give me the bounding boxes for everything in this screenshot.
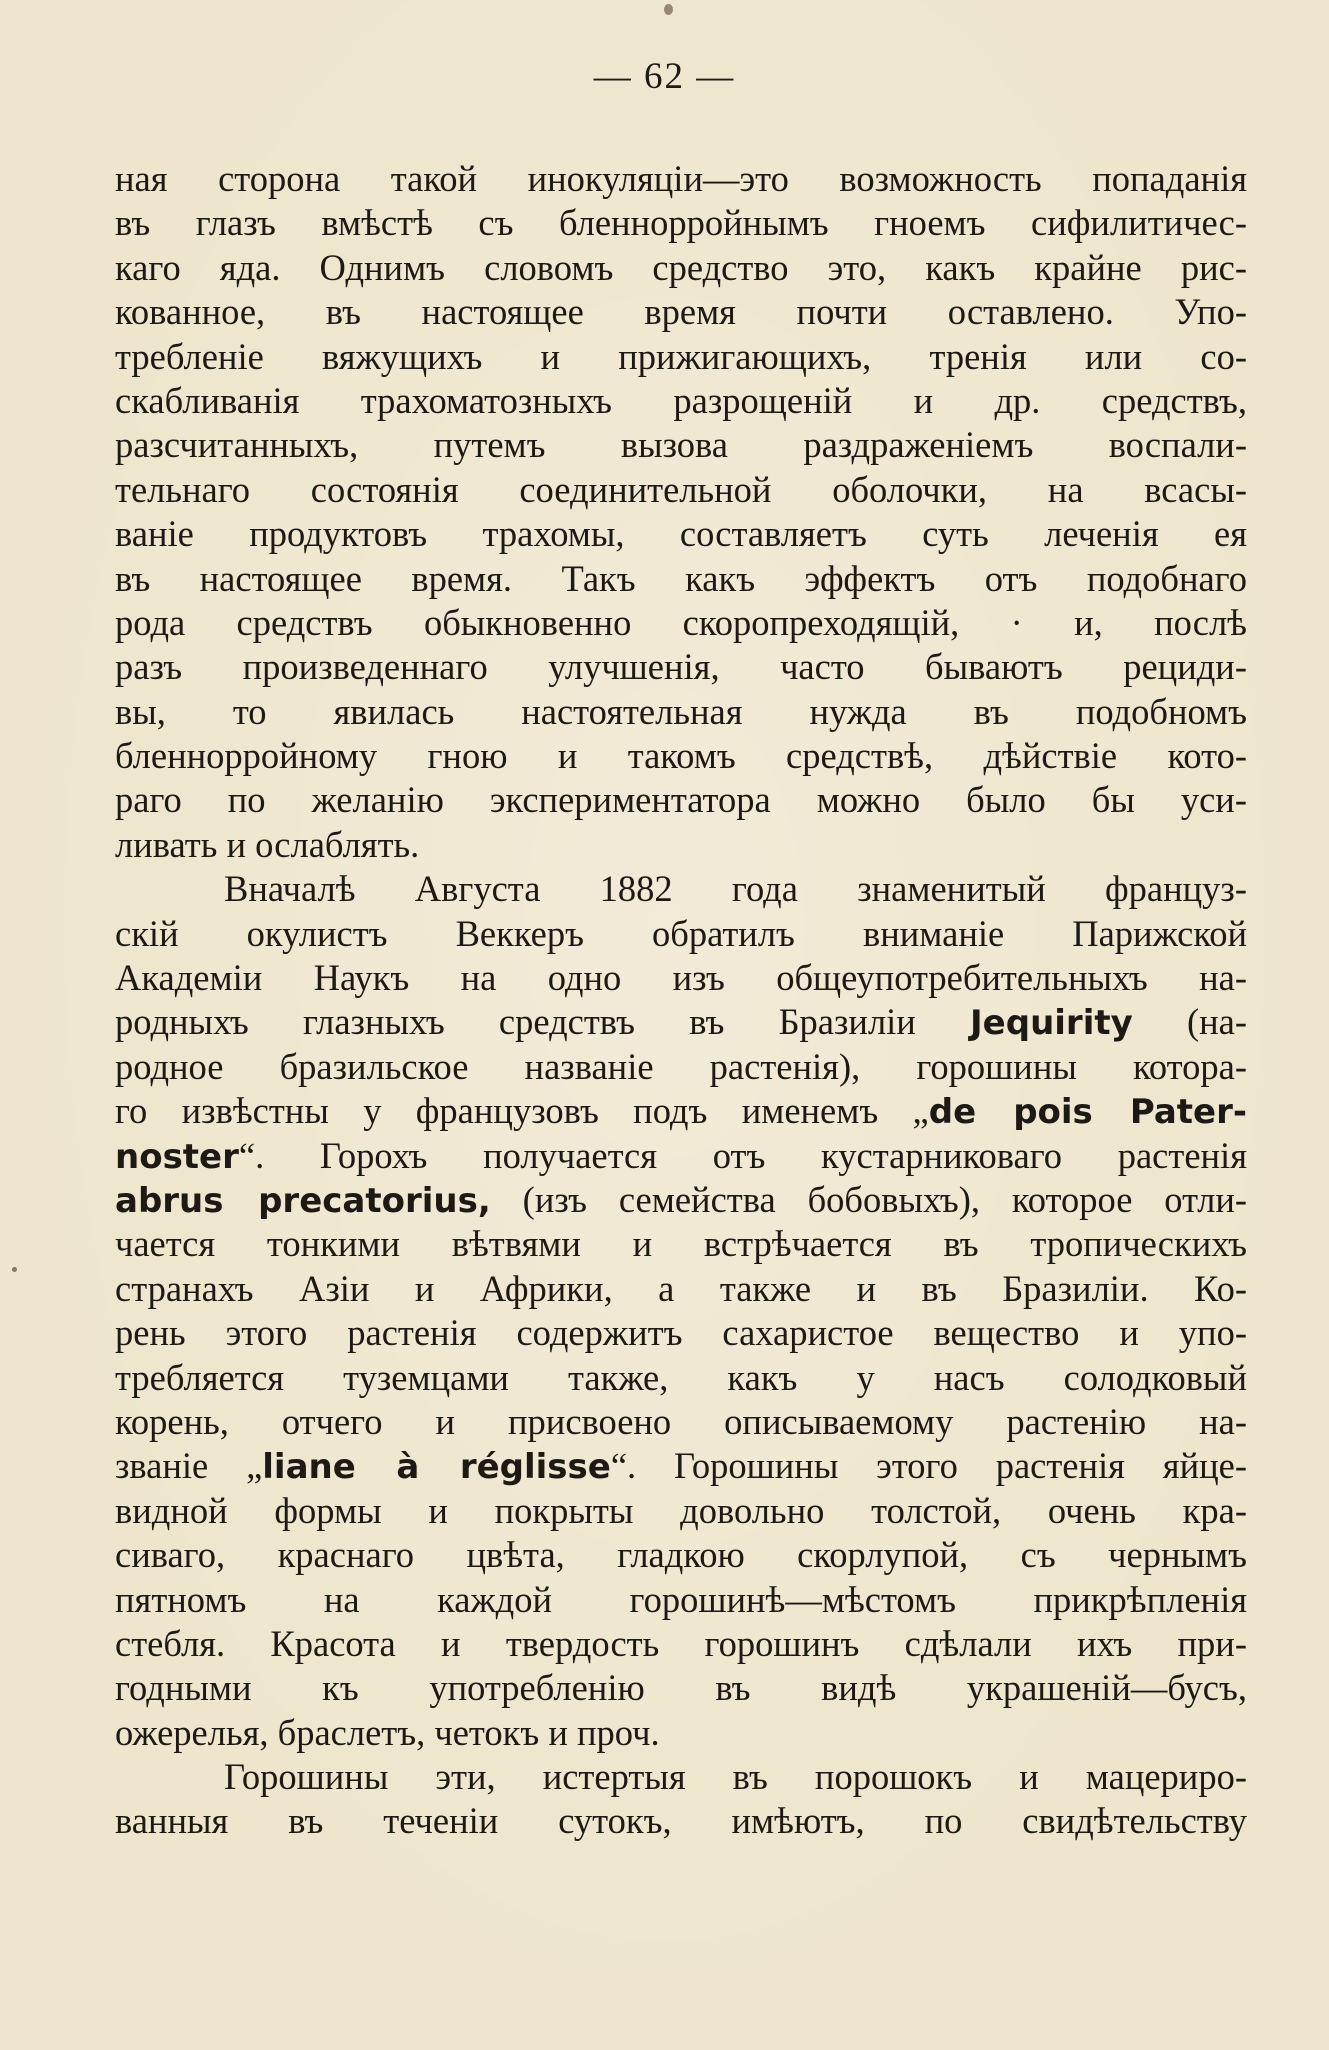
text-line: пятномъ на каждой горошинѣ—мѣстомъ прикрѣпленія [115, 1578, 1247, 1620]
paragraph-2 [115, 867, 1247, 1755]
text-line: званіе „liane à réglisse“. Горошины этого растенія яйце- [115, 1445, 1247, 1488]
foreign-term: de pois Pater- [928, 1092, 1247, 1133]
text-line: родныхъ глазныхъ средствъ въ Бразиліи Jequirity (на- [115, 1001, 1247, 1044]
text-line: въ настоящее время. Такъ какъ эффектъ отъ подобнаго [115, 557, 1247, 599]
body-text [115, 157, 1247, 1844]
text-line: бленнорройному гною и такомъ средствѣ, дѣйствіе кото- [115, 735, 1247, 777]
text-line: ливать и ослаблять. [115, 823, 420, 865]
text-line: каго яда. Однимъ словомъ средство это, какъ крайне рис- [115, 246, 1247, 288]
text-line: рень этого растенія содержитъ сахаристое вещество и упо- [115, 1312, 1247, 1354]
text-line: ожерелья, браслетъ, четокъ и проч. [115, 1711, 660, 1753]
text-line: скабливанія трахоматозныхъ разрощеній и др. средствъ, [115, 379, 1247, 421]
ink-speck [12, 1267, 17, 1272]
text-line: ная сторона такой инокуляціи—это возможность попаданія [115, 158, 1247, 199]
paragraph-3 [115, 1755, 1247, 1844]
ink-speck [664, 4, 673, 15]
text-line: тельнаго состоянія соединительной оболочки, на всасы- [115, 468, 1247, 510]
text-line: странахъ Азіи и Африки, а также и въ Бразиліи. Ко- [115, 1267, 1247, 1309]
text-line: стебля. Красота и твердость горошинъ сдѣлали ихъ при- [115, 1622, 1247, 1664]
text-line: въ глазъ вмѣстѣ съ бленнорройнымъ гноемъ сифилитичес- [115, 202, 1247, 244]
text-line: требленіе вяжущихъ и прижигающихъ, тренія или со- [115, 335, 1247, 377]
text-line: сиваго, краснаго цвѣта, гладкою скорлупой, съ чернымъ [115, 1534, 1247, 1576]
text-line: вы, то явилась настоятельная нужда въ подобномъ [115, 690, 1247, 732]
text-line: требляется туземцами также, какъ у насъ солодковый [115, 1356, 1247, 1398]
text-line: разсчитанныхъ, путемъ вызова раздраженіемъ воспали- [115, 424, 1247, 466]
text-line: ваніе продуктовъ трахомы, составляетъ суть леченія ея [115, 513, 1247, 555]
text-line: скій окулистъ Веккеръ обратилъ вниманіе Парижской [115, 912, 1247, 954]
foreign-term: Jequirity [970, 1003, 1133, 1044]
text-line: ванныя въ теченіи сутокъ, имѣютъ, по свидѣтельству [115, 1800, 1247, 1842]
paragraph-1 [115, 157, 1247, 867]
text-line: чается тонкими вѣтвями и встрѣчается въ тропическихъ [115, 1223, 1247, 1265]
page-number: — 62 — [593, 56, 736, 97]
text-line: го извѣстны у французовъ подъ именемъ „de pois Pater- [115, 1090, 1247, 1133]
text-line: разъ произведеннаго улучшенія, часто бываютъ рециди- [115, 646, 1247, 688]
text-line: рода средствъ обыкновенно скоропреходящій, · и, послѣ [115, 601, 1247, 643]
text-line: Горошины эти, истертыя въ порошокъ и мацериро- [224, 1756, 1247, 1798]
text-line: Академіи Наукъ на одно изъ общеупотребительныхъ на- [115, 957, 1247, 999]
text-line: корень, отчего и присвоено описываемому растенію на- [115, 1400, 1247, 1442]
text-line: видной формы и покрыты довольно толстой, очень кра- [115, 1489, 1247, 1531]
text-line: родное бразильское названіе растенія), горошины котора- [115, 1045, 1247, 1087]
text-line: кованное, въ настоящее время почти оставлено. Упо- [115, 291, 1247, 333]
foreign-term: liane à réglisse [262, 1447, 611, 1488]
text-line: раго по желанію экспериментатора можно было бы уси- [115, 779, 1247, 821]
text-line: noster“. Горохъ получается отъ кустарниковаго растенія [115, 1134, 1247, 1177]
text-line: abrus precatorius, (изъ семейства бобовыхъ), которое отли- [115, 1178, 1247, 1221]
foreign-term: abrus precatorius, [115, 1180, 491, 1221]
text-line: Вначалѣ Августа 1882 года знаменитый француз- [224, 868, 1247, 910]
foreign-term: noster [115, 1136, 239, 1177]
text-line: годными къ употребленію въ видѣ украшеній—бусъ, [115, 1667, 1247, 1709]
